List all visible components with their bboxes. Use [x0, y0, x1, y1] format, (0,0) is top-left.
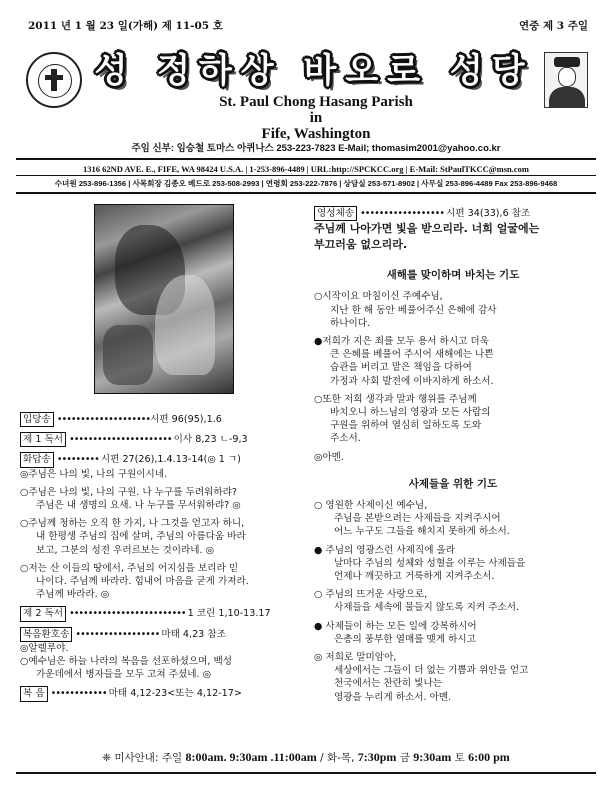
prayers-column: [314, 206, 592, 709]
friday-time: 9:30am: [413, 750, 452, 764]
psalm-verse: ○주님은 나의 빛, 나의 구원. 나 누구를 두려워하랴? 주님은 내 생명의 요새. 나 누구를 무서워하랴? ◎: [20, 486, 241, 512]
psalm-ref: 시편 27(26),1.4.13-14(◎ 1 ㄱ): [100, 454, 241, 466]
weekday-time: 7:30pm: [357, 750, 397, 764]
pastor-info: 주임 신부: 임승철 토마스 아퀴나스 253-223-7823 E-Mail; thomasim2001@yahoo.co.kr: [131, 143, 501, 154]
title-line: Fife, Washington: [261, 126, 371, 142]
section-label: 복음환호송: [20, 627, 72, 642]
religious-painting-image: [94, 204, 234, 394]
newyear-prayer-stanza: ●저희가 지은 죄를 모두 용서 하시고 더욱 큰 은혜를 베풀어 주시어 새해에는 나쁜 습관을 버리고 맡은 책임을 다하여 가정과 사회 발전에 이바지하게 하소서.: [314, 336, 494, 387]
priest-prayer-title: 사제들을 위한 기도: [408, 477, 498, 490]
priest-prayer-stanza: ◎ 저희로 말미암아, 세상에서는 그들이 더 없는 기쁨과 위안을 얻고 천국에서는 찬란히 빛나는 영광을 누리게 하소서. 아멘.: [314, 652, 529, 703]
section-label: 제 2 독서: [20, 606, 66, 621]
first-reading: 제 1 독서 •••••••••••••••••••••• 이사 8,23 ㄴ-9,3: [20, 432, 312, 447]
bulletin-page: [16, 12, 596, 778]
gospel-ref: 마태 4,12-23<또는 4,12-17>: [108, 688, 242, 700]
communion-text: 주님께 나아가면 빛을 받으리라. 너희 얼굴에는: [314, 222, 540, 236]
issue-row: [16, 18, 596, 36]
priest-prayer-stanza: ● 주님의 영광스런 사제직에 올라 날마다 주님의 성체와 성혈을 이루는 사제들을 언제나 깨끗하고 거룩하게 지켜주소서.: [314, 544, 526, 583]
parish-contacts: 수녀원 253-896-1356 | 사목회장 김종오 베드로 253-508-2993 | 연령회 253-222-7876 | 상담실 253-571-8902 | 사무실 253-896-4489 Fax 253-896-9468: [54, 179, 558, 188]
section-label: 제 1 독서: [20, 432, 66, 447]
psalm-verse: ○주님께 청하는 오직 한 가지, 나 그것을 얻고자 하니, 내 한평생 주님의 집에 살며, 주님의 아름다움 바라 보고, 그분의 성전 우러르보는 것이라네. ◎: [20, 518, 246, 556]
header-divider: [16, 158, 596, 160]
psalm-response: ◎주님은 나의 빛, 나의 구원이시네.: [20, 468, 168, 480]
newyear-prayer-stanza: ○또한 저희 생각과 말과 행위를 주님께 바치오니 하느님의 영광과 모든 사람의 구원을 위하여 열심히 일하도록 도와 주소서.: [314, 393, 491, 445]
parish-title-korean: 성 정하상 바오로 성당: [94, 51, 534, 91]
parish-title-english: [146, 94, 486, 142]
address-divider: [16, 175, 596, 176]
saturday-time: 6:00 pm: [468, 750, 510, 764]
gospel: 복 음 •••••••••••• 마태 4,12-23<또는 4,12-17>: [20, 686, 312, 701]
second-reading: 제 2 독서 ••••••••••••••••••••••••• 1 코린 1,10-13.17: [20, 606, 312, 621]
entrance-antiphon: 입당송 ••••••••••••••••••••시편 96(95),1.6: [20, 412, 312, 427]
readings-column: [20, 412, 312, 702]
parish-seal-icon: [26, 52, 82, 108]
saint-portrait-icon: [544, 52, 588, 108]
title-line: St. Paul Chong Hasang Parish: [219, 94, 413, 110]
reading1-ref: 이사 8,23 ㄴ-9,3: [173, 434, 248, 446]
priest-prayer-stanza: ○ 주님의 뜨거운 사랑으로, 사제들을 세속에 물들지 않도록 지켜 주소서.: [314, 589, 520, 614]
title-line: in: [309, 110, 323, 126]
psalm-verse: ○저는 산 이들의 땅에서, 주님의 어지심을 보리라 믿 나이다. 주님께 바라라. 힘내어 마음을 굳게 가져라. 주님께 바라라. ◎: [20, 562, 249, 601]
entrance-ref: 시편 96(95),1.6: [150, 414, 222, 425]
gospel-acclamation: 복음환호송 •••••••••••••••••• 마태 4,23 참조: [20, 627, 312, 642]
communion-text: 부끄러움 없으리라.: [314, 238, 408, 252]
amen: ◎아멘.: [314, 451, 344, 463]
issue-date: 2011 년 1 월 23 일(가해) 제 11-05 호: [28, 20, 223, 32]
priest-prayer-stanza: ○ 영원한 사제이신 예수님, 주님을 본받으려는 사제들을 지켜주시어 어느 누구도 그들을 해치지 못하게 하소서.: [314, 500, 510, 538]
section-label: 입당송: [20, 412, 54, 427]
psalm: 화답송 ••••••••• 시편 27(26),1.4.13-14(◎ 1 ㄱ): [20, 452, 312, 467]
communion-antiphon: 영성체송 •••••••••••••••••• 시편 34(33),6 참조: [314, 206, 592, 221]
alleluia: ◎알렐루야.: [20, 642, 69, 654]
gospel-acclamation-verse: ○예수님은 하늘 나라의 복음을 선포하셨으며, 백성 가운데에서 병자들을 모두 고쳐 주셨네. ◎: [20, 656, 233, 681]
parish-address: 1316 62ND AVE. E., FIFE, WA 98424 U.S.A. | 1-253-896-4489 | URL:http://SPCKCC.org | E-Mail: StPaulTKCC@msn.com: [82, 164, 529, 174]
liturgical-week: 연중 제 3 주일: [519, 20, 588, 32]
section-label: 영성체송: [314, 206, 357, 221]
newyear-prayer-title: 새해를 맞이하며 바치는 기도: [386, 269, 520, 282]
mass-schedule: ❈ 미사안내: 주일 8:00am. 9:30am .11:00am / 화-목, 7:30pm 금 9:30am 토 6:00 pm: [102, 750, 510, 764]
gospel-acc-ref: 마태 4,23 참조: [161, 628, 226, 640]
newyear-prayer-stanza: ○시작이요 마침이신 주예수님, 지난 한 해 동안 베풀어주신 은혜에 감사 하나이다.: [314, 291, 497, 329]
sunday-times: 8:00am. 9:30am .11:00am: [185, 750, 317, 764]
priest-prayer-stanza: ● 사제들이 하는 모든 일에 강복하시어 은총의 풍부한 열매를 맺게 하시고: [314, 620, 477, 645]
contacts-divider: [16, 192, 596, 194]
communion-ref: 시편 34(33),6 참조: [446, 208, 531, 219]
section-label: 화답송: [20, 452, 54, 467]
reading2-ref: 1 코린 1,10-13.17: [187, 608, 271, 620]
footer-divider: [16, 772, 596, 774]
section-label: 복 음: [20, 686, 48, 701]
